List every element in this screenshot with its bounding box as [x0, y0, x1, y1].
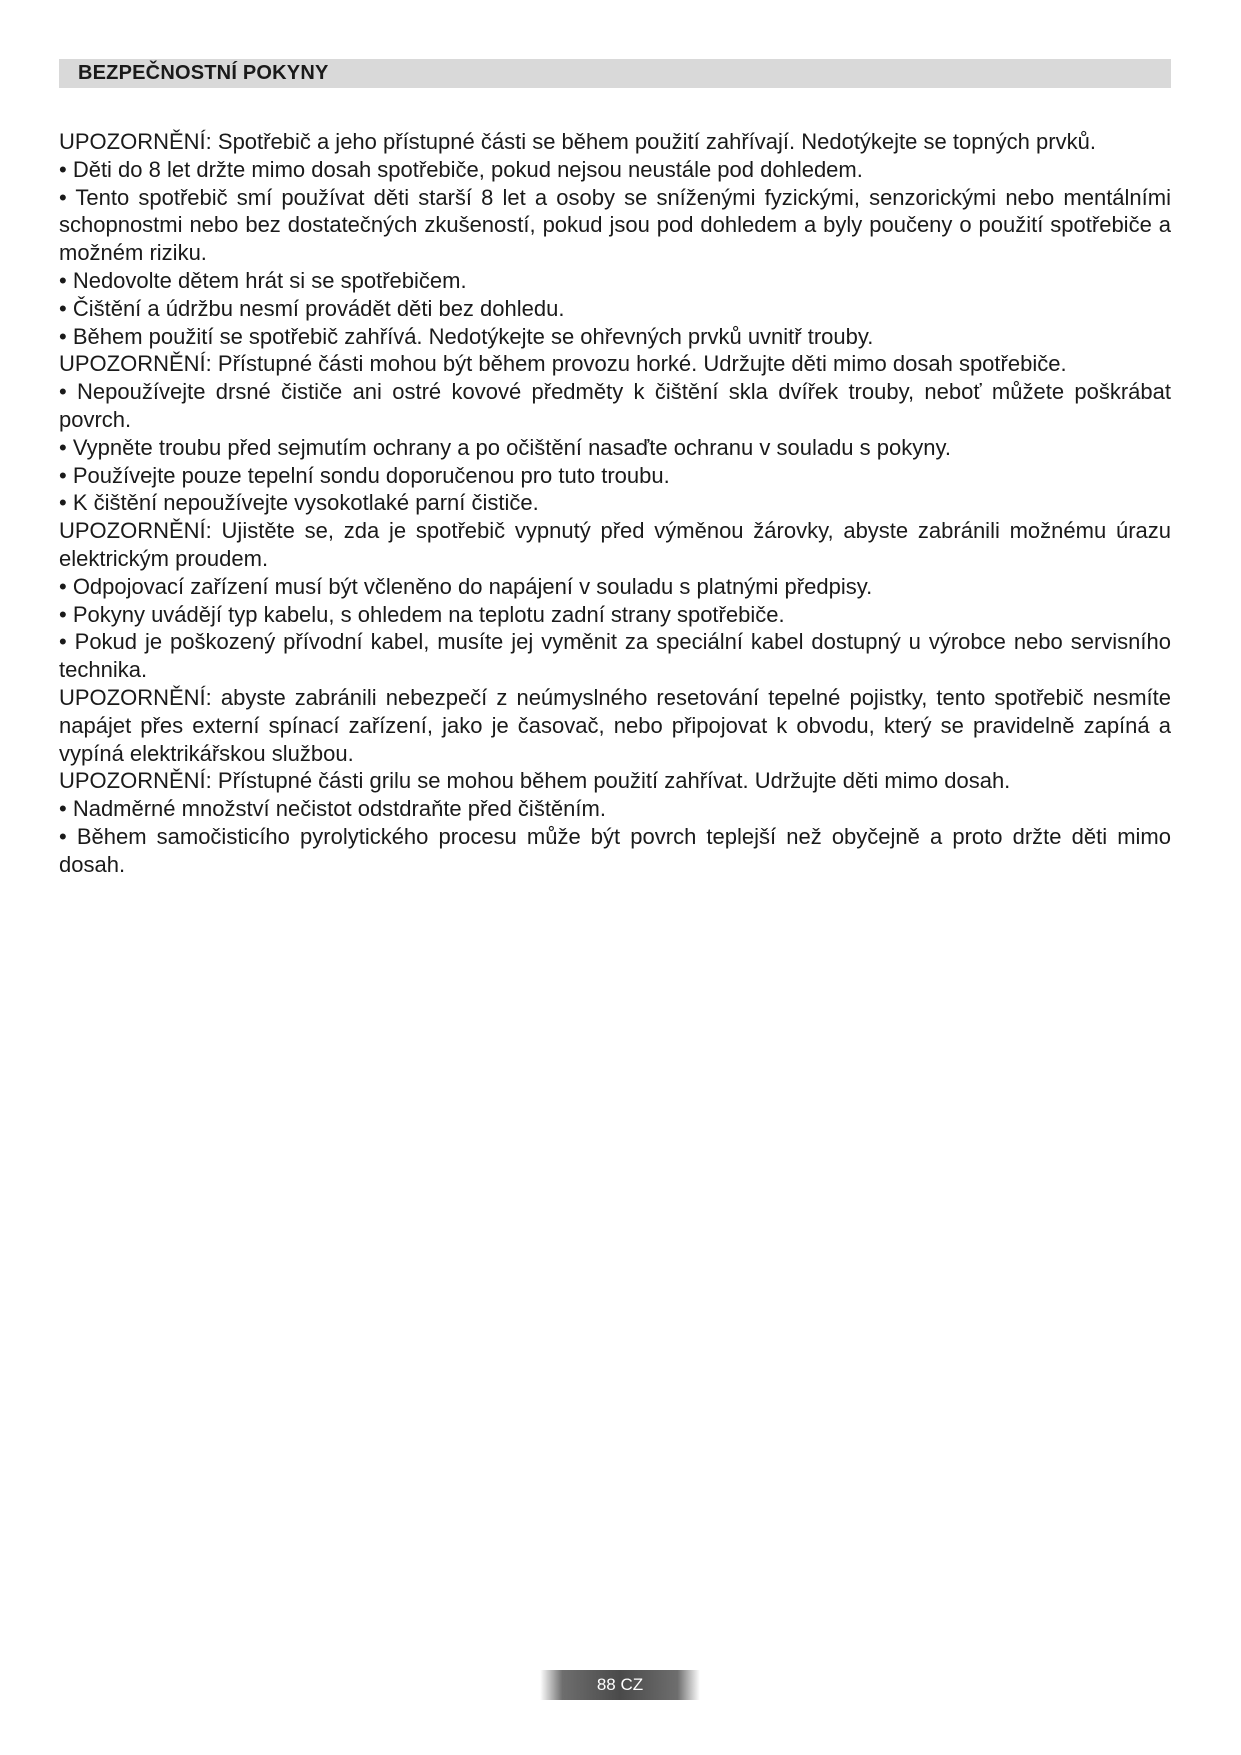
instruction-item: • Odpojovací zařízení musí být včleněno do napájení v souladu s platnými předpisy. [59, 573, 873, 599]
instruction-item: • Používejte pouze tepelní sondu doporučenou pro tuto troubu. [59, 462, 670, 488]
warning-paragraph: UPOZORNĚNÍ: Ujistěte se, zda je spotřebič vypnutý před výměnou žárovky, abyste zabránili možnému úrazu elektrickým proudem. [59, 518, 1171, 571]
instruction-item: • Děti do 8 let držte mimo dosah spotřebiče, pokud nejsou neustále pod dohledem. [59, 156, 863, 182]
instruction-item: • Tento spotřebič smí používat děti starší 8 let a osoby se sníženými fyzickými, senzorickými nebo mentálními schopnostmi nebo bez dostatečných zkušeností, pokud jsou pod dohledem a byly poučeny o použití spotřebiče a možném riziku. [59, 184, 1171, 266]
warning-paragraph: UPOZORNĚNÍ: Přístupné části grilu se mohou během použití zahřívat. Udržujte děti mimo dosah. [59, 768, 1011, 794]
warning-paragraph: UPOZORNĚNÍ: Přístupné části mohou být během provozu horké. Udržujte děti mimo dosah spotřebiče. [59, 351, 1067, 377]
instruction-item: • Pokud je poškozený přívodní kabel, musíte jej vyměnit za speciální kabel dostupný u výrobce nebo servisního technika. [59, 629, 1171, 683]
instruction-item: • Během samočisticího pyrolytického procesu může být povrch teplejší než obyčejně a proto držte děti mimo dosah. [59, 823, 1171, 877]
instruction-item: • Během použití se spotřebič zahřívá. Nedotýkejte se ohřevných prvků uvnitř trouby. [59, 323, 874, 349]
instruction-item: • Vypněte troubu před sejmutím ochrany a po očištění nasaďte ochranu v souladu s pokyny. [59, 434, 951, 460]
warning-paragraph: UPOZORNĚNÍ: Spotřebič a jeho přístupné části se během použití zahřívají. Nedotýkejte se topných prvků. [59, 129, 1096, 154]
page-number: 88 CZ [596, 1675, 644, 1694]
instruction-item: • Čištění a údržbu nesmí provádět děti bez dohledu. [59, 295, 565, 321]
instruction-item: • Pokyny uvádějí typ kabelu, s ohledem na teplotu zadní strany spotřebiče. [59, 601, 785, 627]
warning-paragraph: UPOZORNĚNÍ: abyste zabránili nebezpečí z neúmyslného resetování tepelné pojistky, tento spotřebič nesmíte napájet přes externí spínací zařízení, jako je časovač, nebo připojovat k obvodu, který se pravidelně zapíná a vypíná elektrikářskou službou. [59, 684, 1171, 766]
section-title: BEZPEČNOSTNÍ POKYNY [78, 62, 329, 84]
safety-instructions-body [59, 128, 1171, 879]
instruction-item: • K čištění nepoužívejte vysokotlaké parní čističe. [59, 490, 539, 516]
instruction-item: • Nepoužívejte drsné čističe ani ostré kovové předměty k čištění skla dvířek trouby, neboť můžete poškrábat povrch. [59, 379, 1171, 432]
page-number-badge [540, 1670, 700, 1700]
instruction-item: • Nedovolte dětem hrát si se spotřebičem. [59, 267, 467, 293]
section-header-bar [59, 59, 1171, 88]
instruction-item: • Nadměrné množství nečistot odstdraňte před čištěním. [59, 796, 606, 822]
